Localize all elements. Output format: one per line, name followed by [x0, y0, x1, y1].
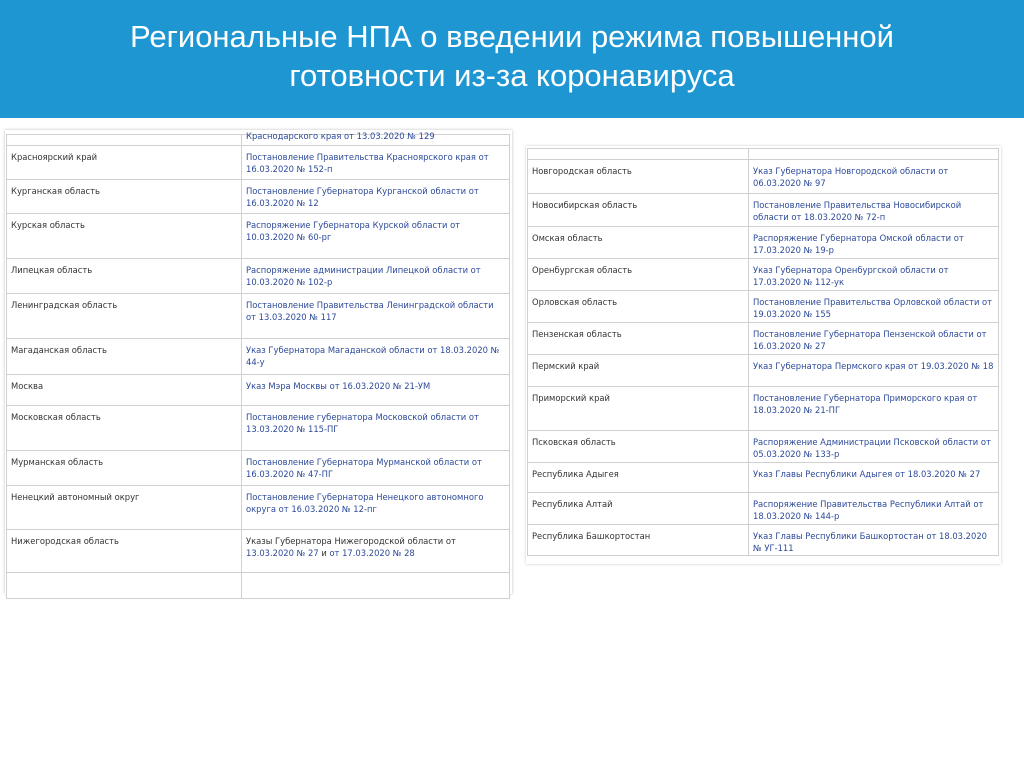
table-row [528, 463, 999, 493]
region-cell: Нижегородская область [7, 530, 242, 573]
document-link[interactable]: Распоряжение Губернатора Омской области от 17.03.2020 № 19-р [749, 227, 999, 259]
document-link[interactable]: Распоряжение Правительства Республики Алтай от 18.03.2020 № 144-р [749, 493, 999, 525]
region-cell: Ненецкий автономный округ [7, 486, 242, 530]
table-row [528, 194, 999, 227]
table-row [528, 431, 999, 463]
region-cell: Ленинградская область [7, 294, 242, 339]
cut-top-row [7, 135, 510, 146]
region-cell: Приморский край [528, 387, 749, 431]
document-link[interactable]: Постановление Губернатора Курганской области от 16.03.2020 № 12 [242, 180, 510, 214]
table-row [7, 339, 510, 375]
right-regions-table [527, 148, 999, 556]
table-row [7, 259, 510, 294]
document-link[interactable]: Указ Главы Республики Адыгея от 18.03.2020 № 27 [749, 463, 999, 493]
document-link[interactable]: Постановление Правительства Орловской области от 19.03.2020 № 155 [749, 291, 999, 323]
table-row [528, 355, 999, 387]
document-link[interactable]: Постановление Губернатора Ненецкого автономного округа от 16.03.2020 № 12-пг [242, 486, 510, 530]
region-cell: Республика Адыгея [528, 463, 749, 493]
table-row [528, 493, 999, 525]
document-link[interactable]: Распоряжение Администрации Псковской области от 05.03.2020 № 133-р [749, 431, 999, 463]
table-row [7, 294, 510, 339]
table-row [7, 406, 510, 451]
table-row [528, 387, 999, 431]
region-cell: Мурманская область [7, 451, 242, 486]
region-cell: Московская область [7, 406, 242, 451]
table-row [7, 451, 510, 486]
region-cell: Курганская область [7, 180, 242, 214]
cut-top-doc-link[interactable]: Краснодарского края от 13.03.2020 № 129 [246, 131, 435, 141]
table-row [7, 180, 510, 214]
document-link[interactable]: Указ Губернатора Оренбургской области от 17.03.2020 № 112-ук [749, 259, 999, 291]
empty-row [7, 573, 510, 599]
region-cell: Пензенская область [528, 323, 749, 355]
region-cell: Омская область [528, 227, 749, 259]
left-regions-table [6, 131, 510, 599]
document-link[interactable]: Постановление Губернатора Мурманской области от 16.03.2020 № 47-ПГ [242, 451, 510, 486]
document-mid: и [318, 548, 330, 558]
region-cell: Орловская область [528, 291, 749, 323]
document-link[interactable]: Указ Губернатора Магаданской области от 18.03.2020 № 44-у [242, 339, 510, 375]
document-link[interactable]: Указ Главы Республики Башкортостан от 18.03.2020 № УГ-111 [749, 525, 999, 556]
region-cell: Москва [7, 375, 242, 406]
document-link[interactable]: Распоряжение Губернатора Курской области от 10.03.2020 № 60-рг [242, 214, 510, 259]
region-cell: Республика Алтай [528, 493, 749, 525]
document-link[interactable]: Постановление Правительства Красноярского края от 16.03.2020 № 152-п [242, 146, 510, 180]
region-cell: Республика Башкортостан [528, 525, 749, 556]
table-row [528, 323, 999, 355]
document-link[interactable]: Постановление Правительства Новосибирской области от 18.03.2020 № 72-п [749, 194, 999, 227]
table-row [7, 486, 510, 530]
region-cell: Магаданская область [7, 339, 242, 375]
region-cell: Липецкая область [7, 259, 242, 294]
region-cell: Псковская область [528, 431, 749, 463]
region-cell: Новгородская область [528, 160, 749, 194]
title-banner [0, 0, 1024, 118]
document-link[interactable]: Указ Мэра Москвы от 16.03.2020 № 21-УМ [242, 375, 510, 406]
region-cell: Новосибирская область [528, 194, 749, 227]
table-row [7, 375, 510, 406]
table-row [528, 259, 999, 291]
document-link[interactable]: 13.03.2020 № 27 [246, 548, 319, 558]
document-prefix: Указы Губернатора Нижегородской области от [246, 536, 456, 546]
table-row [528, 227, 999, 259]
region-cell: Пермский край [528, 355, 749, 387]
region-cell: Курская область [7, 214, 242, 259]
document-link[interactable]: Указ Губернатора Пермского края от 19.03.2020 № 18 [749, 355, 999, 387]
table-row [528, 525, 999, 556]
document-link[interactable]: Указ Губернатора Новгородской области от 06.03.2020 № 97 [749, 160, 999, 194]
document-link[interactable]: от 17.03.2020 № 28 [329, 548, 415, 558]
region-cell: Оренбургская область [528, 259, 749, 291]
slide-title: Региональные НПА о введении режима повышенной готовности из-за коронавируса [130, 19, 894, 93]
document-link[interactable]: Постановление губернатора Московской области от 13.03.2020 № 115-ПГ [242, 406, 510, 451]
table-row [528, 160, 999, 194]
cut-top-row [528, 149, 999, 160]
table-row [7, 530, 510, 573]
table-row [7, 214, 510, 259]
document-cell [242, 530, 510, 573]
document-link[interactable]: Постановление Правительства Ленинградской области от 13.03.2020 № 117 [242, 294, 510, 339]
region-cell: Красноярский край [7, 146, 242, 180]
table-row [528, 291, 999, 323]
table-row [7, 146, 510, 180]
document-link[interactable]: Постановление Губернатора Приморского края от 18.03.2020 № 21-ПГ [749, 387, 999, 431]
document-link[interactable]: Постановление Губернатора Пензенской области от 16.03.2020 № 27 [749, 323, 999, 355]
document-link[interactable]: Распоряжение администрации Липецкой области от 10.03.2020 № 102-р [242, 259, 510, 294]
